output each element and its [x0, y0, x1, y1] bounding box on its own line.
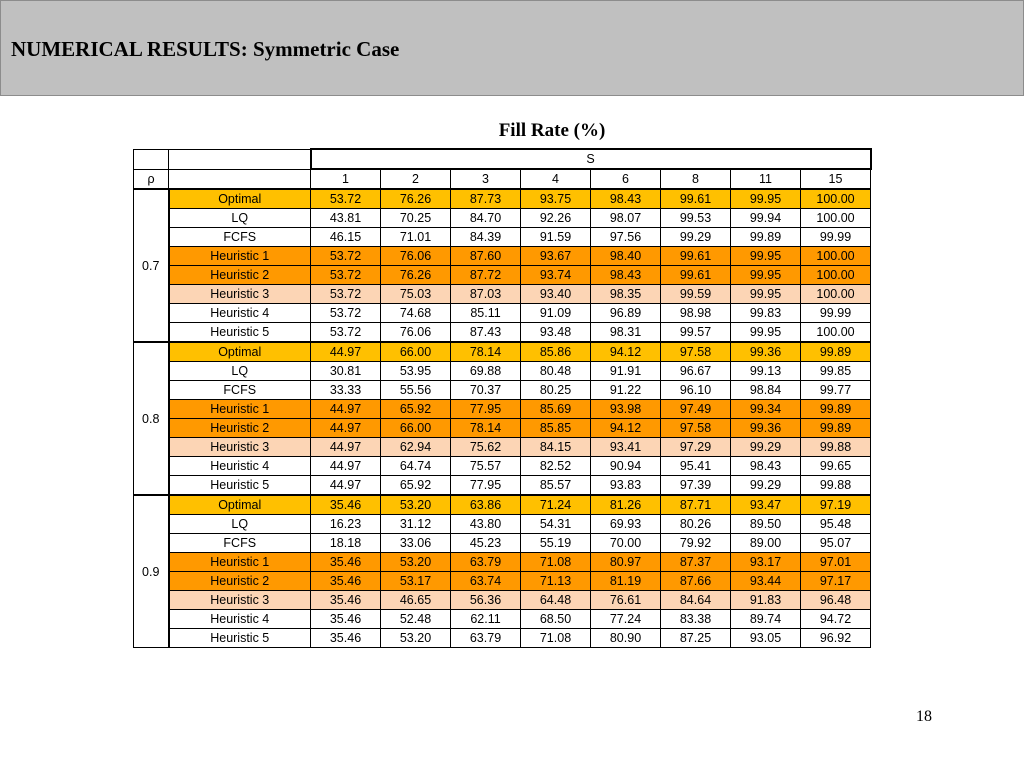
fill-rate-cell: 76.61: [591, 591, 661, 610]
s-value-header: 8: [661, 169, 731, 189]
fill-rate-cell: 99.83: [731, 304, 801, 323]
fill-rate-cell: 93.41: [591, 438, 661, 457]
policy-name: FCFS: [169, 534, 311, 553]
table-row: [134, 572, 871, 591]
policy-name: Heuristic 3: [169, 591, 311, 610]
fill-rate-cell: 98.84: [731, 381, 801, 400]
table-row: [134, 323, 871, 343]
fill-rate-cell: 80.97: [591, 553, 661, 572]
fill-rate-cell: 93.67: [521, 247, 591, 266]
fill-rate-cell: 65.92: [381, 400, 451, 419]
fill-rate-cell: 75.03: [381, 285, 451, 304]
fill-rate-cell: 93.47: [731, 495, 801, 515]
policy-name: Heuristic 5: [169, 476, 311, 496]
fill-rate-cell: 99.95: [731, 189, 801, 209]
fill-rate-cell: 18.18: [311, 534, 381, 553]
fill-rate-cell: 93.40: [521, 285, 591, 304]
fill-rate-cell: 89.00: [731, 534, 801, 553]
fill-rate-cell: 35.46: [311, 591, 381, 610]
fill-rate-cell: 93.98: [591, 400, 661, 419]
fill-rate-cell: 87.03: [451, 285, 521, 304]
fill-rate-cell: 53.72: [311, 247, 381, 266]
fill-rate-cell: 93.17: [731, 553, 801, 572]
fill-rate-cell: 70.25: [381, 209, 451, 228]
fill-rate-cell: 97.39: [661, 476, 731, 496]
fill-rate-cell: 99.61: [661, 189, 731, 209]
fill-rate-cell: 97.56: [591, 228, 661, 247]
fill-rate-cell: 77.95: [451, 476, 521, 496]
fill-rate-cell: 97.29: [661, 438, 731, 457]
fill-rate-cell: 53.72: [311, 285, 381, 304]
fill-rate-cell: 63.79: [451, 553, 521, 572]
fill-rate-cell: 87.60: [451, 247, 521, 266]
fill-rate-cell: 98.43: [731, 457, 801, 476]
fill-rate-cell: 53.72: [311, 266, 381, 285]
fill-rate-cell: 99.59: [661, 285, 731, 304]
fill-rate-cell: 91.83: [731, 591, 801, 610]
fill-rate-cell: 63.86: [451, 495, 521, 515]
fill-rate-cell: 43.81: [311, 209, 381, 228]
fill-rate-cell: 93.48: [521, 323, 591, 343]
fill-rate-cell: 64.48: [521, 591, 591, 610]
fill-rate-cell: 97.58: [661, 342, 731, 362]
table-row: [134, 342, 871, 362]
table-row: [134, 610, 871, 629]
fill-rate-cell: 75.57: [451, 457, 521, 476]
fill-rate-cell: 81.19: [591, 572, 661, 591]
fill-rate-cell: 85.11: [451, 304, 521, 323]
fill-rate-cell: 99.95: [731, 266, 801, 285]
policy-name: Heuristic 2: [169, 266, 311, 285]
rho-value: 0.7: [134, 189, 169, 342]
fill-rate-cell: 99.34: [731, 400, 801, 419]
policy-name: Heuristic 4: [169, 457, 311, 476]
table-row: [134, 553, 871, 572]
fill-rate-cell: 35.46: [311, 572, 381, 591]
fill-rate-cell: 99.57: [661, 323, 731, 343]
fill-rate-cell: 91.22: [591, 381, 661, 400]
policy-name: Heuristic 1: [169, 247, 311, 266]
fill-rate-cell: 44.97: [311, 342, 381, 362]
fill-rate-cell: 99.89: [731, 228, 801, 247]
fill-rate-cell: 64.74: [381, 457, 451, 476]
fill-rate-cell: 99.36: [731, 419, 801, 438]
s-header: S: [311, 149, 871, 169]
fill-rate-cell: 97.19: [801, 495, 871, 515]
table-row: [134, 419, 871, 438]
policy-name: Heuristic 1: [169, 553, 311, 572]
fill-rate-cell: 76.06: [381, 323, 451, 343]
fill-rate-cell: 80.90: [591, 629, 661, 648]
fill-rate-cell: 97.01: [801, 553, 871, 572]
policy-name: Heuristic 5: [169, 323, 311, 343]
fill-rate-cell: 16.23: [311, 515, 381, 534]
fill-rate-cell: 90.94: [591, 457, 661, 476]
fill-rate-cell: 56.36: [451, 591, 521, 610]
fill-rate-cell: 71.08: [521, 553, 591, 572]
policy-name: FCFS: [169, 228, 311, 247]
fill-rate-cell: 89.50: [731, 515, 801, 534]
fill-rate-cell: 54.31: [521, 515, 591, 534]
table-row: [134, 400, 871, 419]
fill-rate-cell: 70.37: [451, 381, 521, 400]
fill-rate-cell: 99.89: [801, 400, 871, 419]
table-row: [134, 591, 871, 610]
fill-rate-cell: 53.20: [381, 495, 451, 515]
column-header-row: [134, 169, 871, 189]
table-row: [134, 381, 871, 400]
fill-rate-cell: 71.24: [521, 495, 591, 515]
fill-rate-cell: 99.89: [801, 419, 871, 438]
fill-rate-cell: 45.23: [451, 534, 521, 553]
fill-rate-cell: 98.43: [591, 266, 661, 285]
fill-rate-cell: 53.72: [311, 189, 381, 209]
fill-rate-cell: 53.95: [381, 362, 451, 381]
fill-rate-cell: 35.46: [311, 629, 381, 648]
fill-rate-cell: 44.97: [311, 457, 381, 476]
fill-rate-cell: 100.00: [801, 189, 871, 209]
policy-header: [169, 169, 311, 189]
policy-name: Heuristic 2: [169, 572, 311, 591]
fill-rate-cell: 46.65: [381, 591, 451, 610]
fill-rate-cell: 94.72: [801, 610, 871, 629]
fill-rate-cell: 91.59: [521, 228, 591, 247]
fill-rate-cell: 77.95: [451, 400, 521, 419]
fill-rate-cell: 98.31: [591, 323, 661, 343]
fill-rate-table: [133, 148, 872, 648]
fill-rate-cell: 69.93: [591, 515, 661, 534]
fill-rate-cell: 63.74: [451, 572, 521, 591]
fill-rate-cell: 97.17: [801, 572, 871, 591]
fill-rate-cell: 78.14: [451, 419, 521, 438]
policy-name: LQ: [169, 362, 311, 381]
table-row: [134, 189, 871, 209]
table-row: [134, 476, 871, 496]
fill-rate-cell: 99.95: [731, 285, 801, 304]
fill-rate-cell: 74.68: [381, 304, 451, 323]
fill-rate-cell: 87.73: [451, 189, 521, 209]
table-row: [134, 304, 871, 323]
fill-rate-cell: 93.74: [521, 266, 591, 285]
fill-rate-cell: 100.00: [801, 323, 871, 343]
policy-name: Optimal: [169, 342, 311, 362]
fill-rate-cell: 99.61: [661, 266, 731, 285]
fill-rate-cell: 93.05: [731, 629, 801, 648]
table-row: [134, 629, 871, 648]
policy-name: LQ: [169, 209, 311, 228]
policy-name: Heuristic 1: [169, 400, 311, 419]
fill-rate-cell: 89.74: [731, 610, 801, 629]
fill-rate-cell: 66.00: [381, 419, 451, 438]
fill-rate-cell: 96.92: [801, 629, 871, 648]
fill-rate-cell: 77.24: [591, 610, 661, 629]
fill-rate-cell: 30.81: [311, 362, 381, 381]
s-value-header: 2: [381, 169, 451, 189]
fill-rate-cell: 97.49: [661, 400, 731, 419]
fill-rate-cell: 99.85: [801, 362, 871, 381]
fill-rate-cell: 62.11: [451, 610, 521, 629]
table-row: [134, 457, 871, 476]
policy-name: Heuristic 3: [169, 285, 311, 304]
fill-rate-cell: 76.06: [381, 247, 451, 266]
fill-rate-cell: 53.72: [311, 304, 381, 323]
rho-value: 0.8: [134, 342, 169, 495]
fill-rate-cell: 44.97: [311, 400, 381, 419]
fill-rate-cell: 53.20: [381, 553, 451, 572]
fill-rate-cell: 100.00: [801, 266, 871, 285]
rho-header: ρ: [134, 169, 169, 189]
fill-rate-cell: 66.00: [381, 342, 451, 362]
s-value-header: 4: [521, 169, 591, 189]
fill-rate-cell: 87.71: [661, 495, 731, 515]
fill-rate-cell: 87.66: [661, 572, 731, 591]
fill-rate-cell: 99.88: [801, 476, 871, 496]
fill-rate-cell: 79.92: [661, 534, 731, 553]
fill-rate-cell: 87.43: [451, 323, 521, 343]
fill-rate-cell: 55.56: [381, 381, 451, 400]
table-row: [134, 247, 871, 266]
table-row: [134, 285, 871, 304]
fill-rate-cell: 31.12: [381, 515, 451, 534]
fill-rate-cell: 95.48: [801, 515, 871, 534]
fill-rate-cell: 65.92: [381, 476, 451, 496]
table-row: [134, 228, 871, 247]
fill-rate-cell: 85.57: [521, 476, 591, 496]
fill-rate-cell: 99.88: [801, 438, 871, 457]
policy-name: Heuristic 2: [169, 419, 311, 438]
fill-rate-cell: 99.89: [801, 342, 871, 362]
fill-rate-cell: 99.61: [661, 247, 731, 266]
fill-rate-cell: 99.99: [801, 304, 871, 323]
fill-rate-cell: 44.97: [311, 476, 381, 496]
fill-rate-cell: 97.58: [661, 419, 731, 438]
fill-rate-cell: 94.12: [591, 419, 661, 438]
fill-rate-cell: 75.62: [451, 438, 521, 457]
fill-rate-cell: 84.70: [451, 209, 521, 228]
s-header-row: [134, 149, 871, 169]
fill-rate-cell: 33.06: [381, 534, 451, 553]
fill-rate-cell: 83.38: [661, 610, 731, 629]
fill-rate-cell: 95.41: [661, 457, 731, 476]
fill-rate-cell: 96.67: [661, 362, 731, 381]
fill-rate-cell: 62.94: [381, 438, 451, 457]
fill-rate-cell: 46.15: [311, 228, 381, 247]
s-value-header: 6: [591, 169, 661, 189]
fill-rate-cell: 96.89: [591, 304, 661, 323]
fill-rate-cell: 91.09: [521, 304, 591, 323]
table-row: [134, 534, 871, 553]
fill-rate-cell: 91.91: [591, 362, 661, 381]
fill-rate-cell: 70.00: [591, 534, 661, 553]
fill-rate-cell: 96.10: [661, 381, 731, 400]
fill-rate-cell: 99.99: [801, 228, 871, 247]
fill-rate-cell: 100.00: [801, 209, 871, 228]
fill-rate-cell: 98.35: [591, 285, 661, 304]
fill-rate-cell: 98.40: [591, 247, 661, 266]
fill-rate-cell: 94.12: [591, 342, 661, 362]
corner-cell: [169, 149, 311, 169]
fill-rate-cell: 84.64: [661, 591, 731, 610]
fill-rate-cell: 44.97: [311, 419, 381, 438]
fill-rate-cell: 93.75: [521, 189, 591, 209]
s-value-header: 3: [451, 169, 521, 189]
s-value-header: 15: [801, 169, 871, 189]
policy-name: Optimal: [169, 495, 311, 515]
table-row: [134, 438, 871, 457]
s-value-header: 11: [731, 169, 801, 189]
fill-rate-cell: 85.86: [521, 342, 591, 362]
table-row: [134, 362, 871, 381]
fill-rate-cell: 85.85: [521, 419, 591, 438]
slide-title: NUMERICAL RESULTS: Symmetric Case: [11, 37, 400, 61]
fill-rate-cell: 95.07: [801, 534, 871, 553]
fill-rate-cell: 99.29: [731, 476, 801, 496]
fill-rate-cell: 82.52: [521, 457, 591, 476]
fill-rate-cell: 100.00: [801, 285, 871, 304]
fill-rate-cell: 35.46: [311, 495, 381, 515]
policy-name: Heuristic 5: [169, 629, 311, 648]
fill-rate-cell: 99.53: [661, 209, 731, 228]
fill-rate-cell: 69.88: [451, 362, 521, 381]
fill-rate-cell: 68.50: [521, 610, 591, 629]
fill-rate-cell: 53.17: [381, 572, 451, 591]
fill-rate-cell: 84.39: [451, 228, 521, 247]
fill-rate-cell: 99.29: [661, 228, 731, 247]
fill-rate-cell: 76.26: [381, 266, 451, 285]
title-bar: [0, 0, 1024, 96]
fill-rate-cell: 93.44: [731, 572, 801, 591]
fill-rate-cell: 33.33: [311, 381, 381, 400]
fill-rate-cell: 80.26: [661, 515, 731, 534]
fill-rate-cell: 87.25: [661, 629, 731, 648]
page-number: 18: [916, 708, 932, 725]
fill-rate-cell: 71.01: [381, 228, 451, 247]
fill-rate-cell: 35.46: [311, 553, 381, 572]
fill-rate-cell: 76.26: [381, 189, 451, 209]
fill-rate-cell: 81.26: [591, 495, 661, 515]
table-row: [134, 515, 871, 534]
fill-rate-cell: 99.77: [801, 381, 871, 400]
fill-rate-cell: 87.37: [661, 553, 731, 572]
s-value-header: 1: [311, 169, 381, 189]
fill-rate-cell: 53.20: [381, 629, 451, 648]
corner-cell: [134, 149, 169, 169]
fill-rate-cell: 99.95: [731, 323, 801, 343]
fill-rate-cell: 99.94: [731, 209, 801, 228]
fill-rate-cell: 93.83: [591, 476, 661, 496]
fill-rate-cell: 80.25: [521, 381, 591, 400]
policy-name: Optimal: [169, 189, 311, 209]
fill-rate-cell: 98.98: [661, 304, 731, 323]
fill-rate-cell: 71.13: [521, 572, 591, 591]
policy-name: FCFS: [169, 381, 311, 400]
fill-rate-cell: 85.69: [521, 400, 591, 419]
fill-rate-cell: 99.95: [731, 247, 801, 266]
fill-rate-cell: 53.72: [311, 323, 381, 343]
table-row: [134, 495, 871, 515]
fill-rate-cell: 55.19: [521, 534, 591, 553]
fill-rate-cell: 52.48: [381, 610, 451, 629]
fill-rate-cell: 92.26: [521, 209, 591, 228]
fill-rate-cell: 71.08: [521, 629, 591, 648]
policy-name: Heuristic 4: [169, 610, 311, 629]
fill-rate-cell: 96.48: [801, 591, 871, 610]
policy-name: LQ: [169, 515, 311, 534]
fill-rate-cell: 78.14: [451, 342, 521, 362]
policy-name: Heuristic 3: [169, 438, 311, 457]
fill-rate-cell: 43.80: [451, 515, 521, 534]
table-caption: Fill Rate (%): [498, 120, 606, 141]
fill-rate-cell: 99.65: [801, 457, 871, 476]
fill-rate-cell: 98.07: [591, 209, 661, 228]
table-row: [134, 266, 871, 285]
fill-rate-cell: 63.79: [451, 629, 521, 648]
rho-value: 0.9: [134, 495, 169, 648]
fill-rate-cell: 98.43: [591, 189, 661, 209]
fill-rate-cell: 35.46: [311, 610, 381, 629]
fill-rate-cell: 100.00: [801, 247, 871, 266]
fill-rate-cell: 44.97: [311, 438, 381, 457]
policy-name: Heuristic 4: [169, 304, 311, 323]
fill-rate-cell: 80.48: [521, 362, 591, 381]
table-row: [134, 209, 871, 228]
fill-rate-cell: 99.13: [731, 362, 801, 381]
fill-rate-cell: 87.72: [451, 266, 521, 285]
fill-rate-cell: 99.29: [731, 438, 801, 457]
fill-rate-cell: 99.36: [731, 342, 801, 362]
fill-rate-cell: 84.15: [521, 438, 591, 457]
